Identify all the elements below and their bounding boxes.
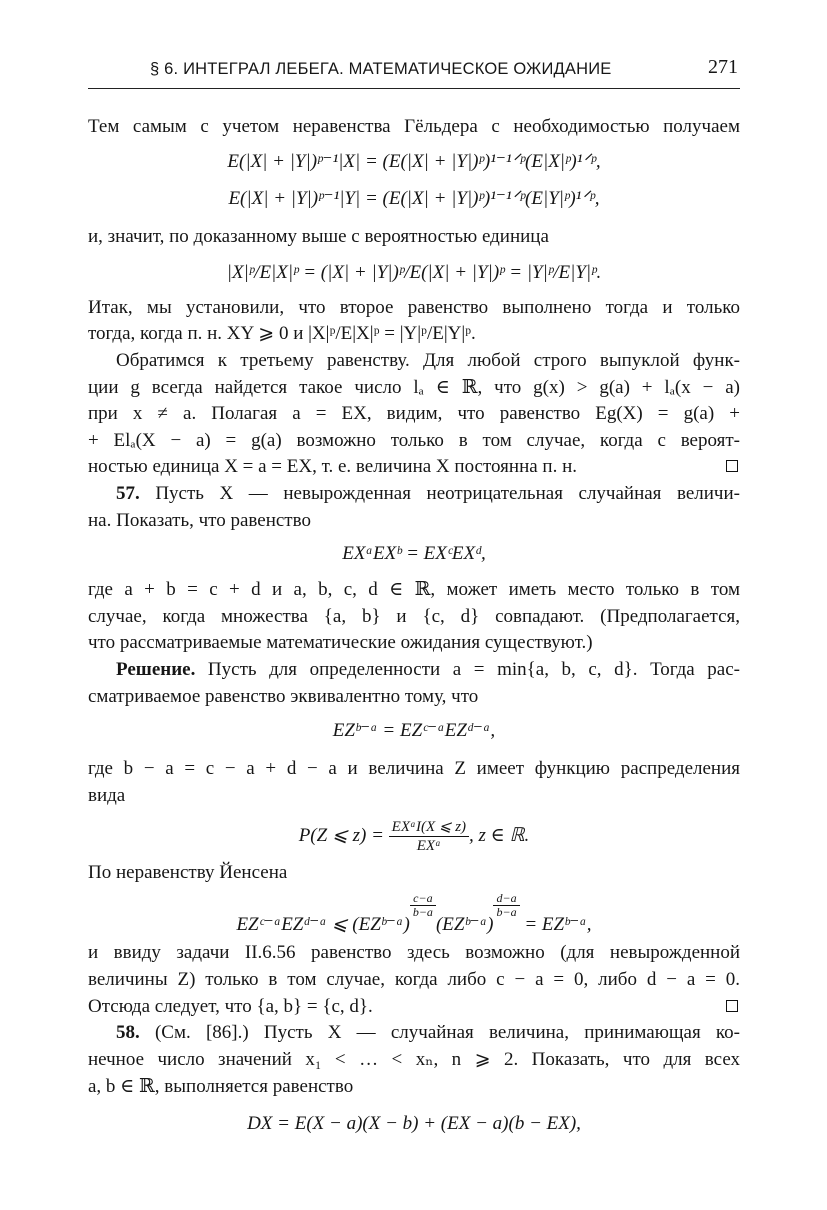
book-page	[88, 0, 740, 1210]
text-line: сматриваемое равенство эквивалентно тому, что	[88, 686, 479, 707]
text-line: нечное число значений x₁ < … < xₙ, n ⩾ 2. Показать, что для всех	[88, 1049, 740, 1070]
text-line: что рассматриваемые математические ожидания существуют.)	[88, 632, 593, 653]
solution-text: Пусть для определенности a = min{a, b, c, d}. Тогда рас-	[195, 659, 740, 680]
text-line: Обратимся к третьему равенству. Для любой строго выпуклой функ-	[116, 350, 740, 371]
text-line: + Elₐ(X − a) = g(a) возможно только в том случае, когда с вероят-	[88, 430, 740, 451]
text-line: где b − a = c − a + d − a и величина Z имеет функцию распределения	[88, 758, 740, 779]
fraction-denominator: b−a	[412, 905, 433, 919]
fraction-numerator: d−a	[493, 892, 519, 906]
equation: E(|X| + |Y|)ᵖ⁻¹|X| = (E(|X| + |Y|)ᵖ)¹⁻¹ᐟᵖ(E|X|ᵖ)¹ᐟᵖ,	[227, 151, 601, 172]
text-line: Отсюда следует, что {a, b} = {c, d}.	[88, 996, 373, 1017]
equation: EZᵇ⁻ᵃ = EZᶜ⁻ᵃEZᵈ⁻ᵃ,	[332, 720, 496, 741]
fraction-denominator: EXᵃ	[416, 838, 441, 855]
equation: DX = E(X − a)(X − b) + (EX − a)(b − EX),	[247, 1113, 581, 1134]
problem-58	[88, 1019, 740, 1047]
equation: EXᵃEXᵇ = EXᶜEXᵈ,	[342, 543, 486, 564]
qed-square	[726, 460, 738, 472]
text-line: величины Z) только в том случае, когда либо c − a = 0, либо d − a = 0.	[88, 969, 740, 990]
text-line: и, значит, по доказанному выше с вероятностью единица	[88, 226, 549, 247]
fraction-numerator: EXᵃI(X ⩽ z)	[389, 818, 469, 837]
text-line: Итак, мы установили, что второе равенство выполнено тогда и только	[88, 297, 740, 318]
qed-square	[726, 1000, 738, 1012]
text-line: По неравенству Йенсена	[88, 862, 288, 883]
page-number: 271	[708, 56, 738, 78]
fraction	[389, 818, 469, 855]
text-line: Тем самым с учетом неравенства Гёльдера с необходимостью получаем	[88, 116, 740, 137]
equation-part: , z ∈ ℝ.	[469, 825, 530, 846]
solution	[88, 656, 740, 684]
exponent-fraction	[493, 892, 519, 919]
text-line: случае, когда множества {a, b} и {c, d} совпадают. (Предполагается,	[88, 606, 740, 627]
text-line: при x ≠ a. Полагая a = EX, видим, что равенство Eg(X) = g(a) +	[88, 403, 740, 424]
equation: |X|ᵖ/E|X|ᵖ = (|X| + |Y|)ᵖ/E(|X| + |Y|)ᵖ = |Y|ᵖ/E|Y|ᵖ.	[226, 262, 602, 283]
exponent-fraction	[410, 892, 436, 919]
problem-number: 57.	[116, 483, 140, 504]
text-line: ностью единица X = a = EX, т. е. величина X постоянна п. н.	[88, 456, 578, 477]
problem-text: (См. [86].) Пусть X — случайная величина, принимающая ко-	[139, 1022, 740, 1043]
fraction-denominator: b−a	[496, 905, 517, 919]
text-line: a, b ∈ ℝ, выполняется равенство	[88, 1076, 354, 1097]
problem-number: 58.	[116, 1022, 140, 1043]
fraction-numerator: c−a	[410, 892, 436, 906]
solution-label: Решение.	[116, 659, 196, 680]
equation-part: EZᶜ⁻ᵃEZᵈ⁻ᵃ ⩽ (EZᵇ⁻ᵃ)	[236, 914, 410, 935]
equation: E(|X| + |Y|)ᵖ⁻¹|Y| = (E(|X| + |Y|)ᵖ)¹⁻¹ᐟᵖ(E|Y|ᵖ)¹ᐟᵖ,	[228, 188, 600, 209]
text-line: вида	[88, 785, 126, 806]
text-line: ции g всегда найдется такое число lₐ ∈ ℝ, что g(x) > g(a) + lₐ(x − a)	[88, 377, 740, 398]
equation-part: P(Z ⩽ z) =	[298, 825, 384, 846]
text-line: и ввиду задачи II.6.56 равенство здесь возможно (для невырожденной	[88, 942, 740, 963]
equation-part: (EZᵇ⁻ᵃ)	[435, 914, 494, 935]
problem-57	[88, 480, 740, 508]
text-line: на. Показать, что равенство	[88, 510, 311, 531]
text-line: тогда, когда п. н. XY ⩾ 0 и |X|ᵖ/E|X|ᵖ = |Y|ᵖ/E|Y|ᵖ.	[88, 323, 476, 344]
running-header	[88, 56, 740, 89]
equation-part: = EZᵇ⁻ᵃ,	[519, 914, 592, 935]
equation-distribution	[88, 813, 740, 859]
text-line: где a + b = c + d и a, b, c, d ∈ ℝ, может иметь место только в том	[88, 579, 740, 600]
problem-text: Пусть X — невырожденная неотрицательная случайная величи-	[139, 483, 740, 504]
section-title: § 6. ИНТЕГРАЛ ЛЕБЕГА. МАТЕМАТИЧЕСКОЕ ОЖИДАНИЕ	[150, 60, 612, 78]
